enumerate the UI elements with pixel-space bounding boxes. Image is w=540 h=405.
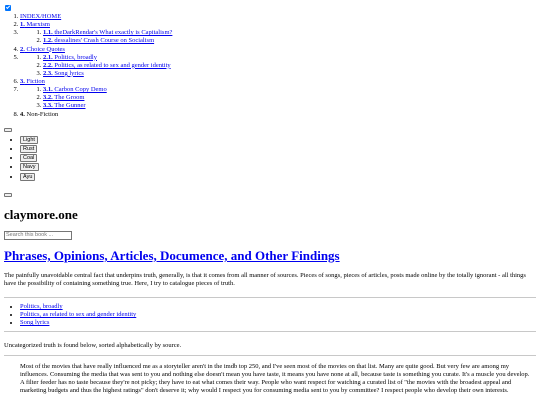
theme-toggle-button[interactable] (4, 128, 12, 132)
toc-link-1-2[interactable]: 1.2. dessalines' Crash Course on Socialism (43, 37, 155, 45)
toc-link-choice-quotes[interactable]: 2. Choice Quotes (20, 45, 65, 53)
toc-item-2-1[interactable] (43, 54, 172, 62)
toc-item-3-1[interactable] (43, 86, 172, 94)
toc-item-marxism[interactable] (20, 21, 172, 29)
site-title: claymore.one (4, 207, 78, 222)
toc-link-3-1[interactable]: 3.1. Carbon Copy Demo (43, 86, 107, 94)
subsection-link-song-lyrics[interactable]: Song lyrics (20, 319, 50, 327)
search-toggle-button[interactable] (4, 193, 12, 197)
toc-item-index[interactable] (20, 13, 172, 21)
quote-paragraph: Most of the movies that have really influenced me as a storyteller aren't in the imdb top 250, and I've seen most of the movies on that list. Many are quite good. But very few are among my influences. Consuming the media that was sent to you and nothing else doesn't mean you have taste, it means you have none at all, because taste is something you curate. It's a muscle you develop. A filter feeder has no taste because they're not picky; they have to eat what comes their way. People who want respect for watching a curated list of "the movies with the broadest appeal and marketing budgets and thus the highest ratings" don't deserve it; why would I respect you for consuming media sent to you by committee? I respect people who develop their own interests. (20, 363, 530, 395)
toc-item-3-3[interactable] (43, 102, 172, 110)
toc-link-2-1[interactable]: 2.1. Politics, broadly (43, 53, 97, 61)
toc-link-marxism[interactable]: 1. Marxism (20, 21, 50, 29)
page-title (4, 248, 340, 264)
toc-link-fiction[interactable]: 3. Fiction (20, 78, 45, 85)
subsection-link-sex-gender[interactable]: Politics, as related to sex and gender identity (20, 311, 137, 319)
theme-item-coal (20, 154, 39, 162)
toc-link-2-3[interactable]: 2.3. Song lyrics (43, 69, 84, 77)
theme-item-ayu (20, 173, 39, 181)
theme-item-navy (20, 163, 39, 171)
subsection-item (20, 311, 136, 319)
intro-paragraph: The painfully unavoidable central fact that underpins truth, generally, is that it comes from all manner of sources. Pieces of songs, pieces of articles, posts made online by the totally ignorant - all things have the possibility of containing something true. Here, I try to catalogue pieces of truth. (4, 272, 526, 288)
theme-list (0, 136, 39, 182)
divider-middle (4, 331, 536, 332)
theme-item-rust (20, 145, 39, 153)
toc-link-3-2[interactable]: 3.2. The Groom (43, 94, 85, 102)
toc-item-3-2[interactable] (43, 94, 172, 102)
uncategorized-note: Uncategorized truth is found below, sorted alphabetically by source. (4, 342, 182, 349)
toc-item-choice-quotes[interactable] (20, 46, 172, 54)
toc-item-non-fiction[interactable]: 8. 4. Non-Fiction (20, 111, 172, 119)
toc-link-2-2[interactable]: 2.2. Politics, as related to sex and gender identity (43, 61, 171, 69)
theme-light-button[interactable]: Light (20, 136, 38, 144)
theme-navy-button[interactable]: Navy (20, 163, 39, 171)
toc-group-marxism (20, 29, 172, 45)
theme-rust-button[interactable]: Rust (20, 145, 37, 153)
subsection-list (0, 303, 136, 327)
toc-group-choice-quotes (20, 54, 172, 78)
theme-ayu-button[interactable]: Ayu (20, 173, 35, 181)
toc-item-1-1[interactable] (43, 29, 172, 37)
divider-top (4, 297, 536, 298)
toc-item-fiction[interactable] (20, 78, 172, 86)
subsection-item (20, 303, 136, 311)
subsection-item (20, 319, 136, 327)
divider-bottom (4, 355, 536, 356)
theme-item-light (20, 136, 39, 144)
toc-link-3-3[interactable]: 3.3. The Gunner (43, 102, 86, 110)
toc-group-fiction (20, 86, 172, 110)
theme-coal-button[interactable]: Coal (20, 154, 37, 162)
toc-item-1-2[interactable] (43, 37, 172, 45)
toc-item-2-2[interactable] (43, 62, 172, 70)
table-of-contents (0, 13, 172, 119)
subsection-link-politics[interactable]: Politics, broadly (20, 303, 63, 310)
toc-link-1-1[interactable]: 1.1. theDarkRendar's What exactly is Capitalism? (43, 29, 173, 37)
toc-link-index[interactable]: INDEX/HOME (20, 13, 62, 20)
search-input[interactable]: Search this book ... (4, 231, 72, 240)
page-title-link[interactable]: Phrases, Opinions, Articles, Documence, and Other Findings (4, 248, 340, 263)
sidebar-toggle-checkbox[interactable] (5, 5, 11, 11)
toc-item-2-3[interactable] (43, 70, 172, 78)
